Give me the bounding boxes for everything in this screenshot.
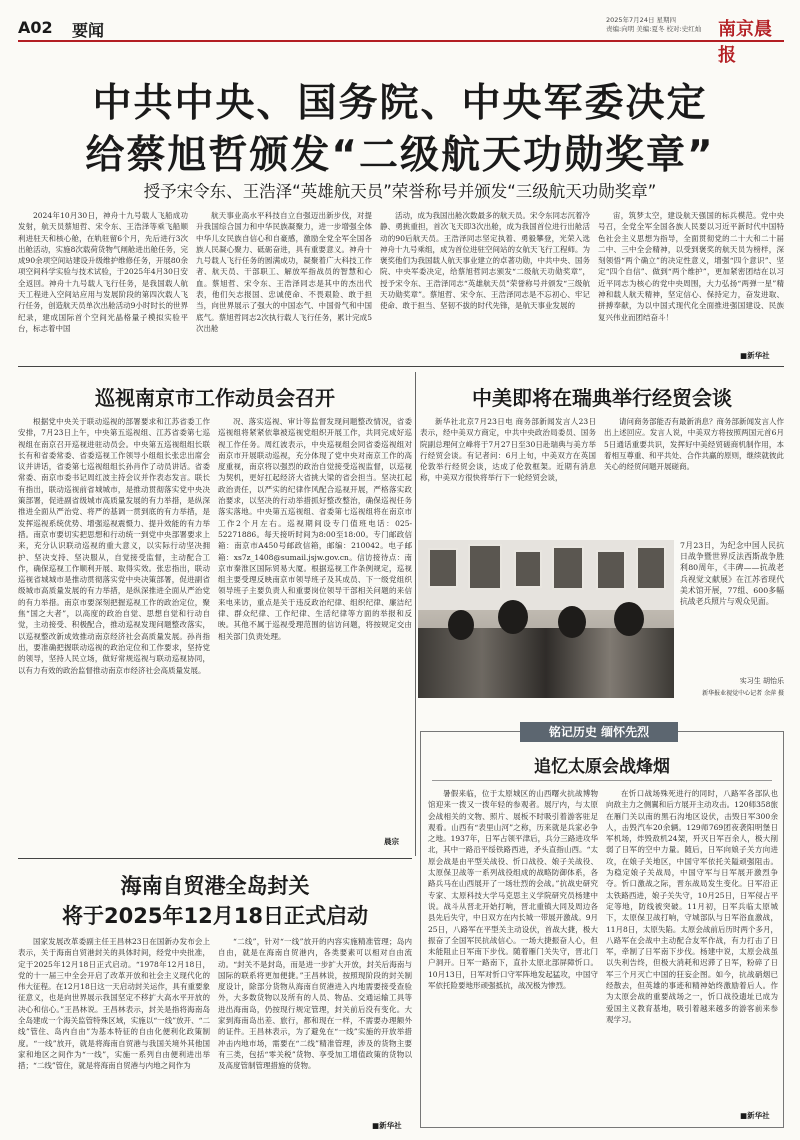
hainan-column-1: 国家发展改革委副主任王昌林23日在国新办发布会上表示，关于海南自贸港封关的具体时间，经党中央批准，定于2025年12月18日正式启动。“1978年12月18日，党的十一届三中全会开启了改革开放和社会主义现代化的伟大征程。在12月18日这一天启动封关运作，具有重要象征意义，也是向世界展示我国坚定不移扩大高水平开放的决心和信心。”王昌林说。王昌林表示，封关是指将海南岛全岛建成一个海关监管特殊区域，实施以“一线”放开、“二线”管住、岛内自由”为基本特征的自由化便利化政策制度。“一线”放开，就是将海南自贸港与我国关境外其他国家和地区之间作为“一线”，实施一系列自由便利进出举措；“二线”管住，就是将海南自贸港与内地之间作为: [18, 937, 210, 1071]
box-tag: 铭记历史 缅怀先烈: [520, 722, 678, 742]
lead-column-3: 活动，成为我国出舱次数最多的航天员。宋令东同志沉着冷静、勇挑重担，首次飞天即3次出舱，成为我国首位进行出舱活动的90后航天员。王浩泽同志坚定执着、勇毅攀登，光荣入选神舟十九号乘组，成为首位进驻空间站的女航天飞行工程师。为褒奖他们为我国载人航天事业建立的卓著功勋，中共中央、国务院、中央军委决定，给蔡旭哲同志颁发“二级航天功勋奖章”，授予宋令东、王浩泽同志“英雄航天员”荣誉称号并颁发“三级航天功勋奖章”。蔡旭哲、宋令东、王浩泽同志是不忘初心、牢记使命、敢于担当、坚韧不拔的时代先锋，是航天事业发展的: [380, 211, 590, 311]
lead-subheadline: 授予宋令东、王浩泽“英雄航天员”荣誉称号并颁发“三级航天功勋奖章”: [143, 182, 657, 201]
photo-credit-2: 新华报业视觉中心记者 余萍 摄: [702, 690, 784, 697]
xunshi-headline: 巡视南京市工作动员会召开: [95, 386, 335, 410]
xunshi-column-2: 况、落实巡视、审计等监督发现问题整改情况，省委巡视组将紧紧依靠被巡视党组织开展工作，共同完成好巡视工作任务。周红波表示，中央巡视组会同省委巡视组对南京市开展联动巡视，充分体现了党中央对南京工作的高度重视，南京将以强烈的政治自觉接受巡视监督，以巡视为契机，更好扛起经济大省挑大梁的省会担当。坚决扛起政治责任，以严实的纪律作风配合巡视开展，严格落实政治要求，以坚决的行动举措抓好整改整治，确保巡视任务落实落地。中央第五巡视组、省委第七巡视组将在南京市工作2个月左右。巡视期间设专门值班电话：025-52271886。每天接听时间为8:00至18:00。专门邮政信箱：南京市A450号邮政信箱，邮编：210042。电子邮箱：xs7z_1408@sumail.jsjw.gov.cn。信访接待点：南京市秦淮区国际贸易大厦。根据巡视工作条例规定，巡视组主要受理反映南京市领导班子及其成员、下一级党组织领导班子主要负责人和重要岗位领导干部相关问题的来信来电来访，重点是关于违反政治纪律、组织纪律、廉洁纪律、群众纪律、工作纪律、生活纪律等方面的举报和反映。其他不属于巡视受理范围的信访问题，将按规定交由相关部门负责处理。: [218, 417, 412, 641]
column-divider: [415, 372, 416, 856]
lead-column-1: 2024年10月30日，神舟十九号载人飞船成功发射，航天员蔡旭哲、宋令东、王浩泽等乘飞船顺利进驻天和核心舱，在轨驻留6个月，先后进行3次出舱活动，实施8次载荷货物气闸舱进出舱任务，完成90余项空间站建设升级维护维修任务，开展80余项空间科学实验与技术试验，于2025年4月30日安全返回。神舟十九号载人飞行任务，是我国载人航天工程进入空间站应用与发展阶段的第四次载人飞行任务，创造航天员单次出舱活动9小时时长的世界纪录，建成国际首个空间光晶格量子模拟实验平台，标志着中国: [18, 211, 188, 333]
issue-info: [606, 16, 701, 34]
lead-column-2: 航天事业高水平科技自立自强迈出新步伐，对提升我国综合国力和中华民族凝聚力，进一步增强全体中华儿女民族自信心和自豪感，激励全党全军全国各族人民凝心聚力、砥砺奋进，具有重要意义。神舟十九号载人飞行任务的圆满成功，凝聚着广大科技工作者、航天员、干部职工、解放军指战员的智慧和心血。蔡旭哲、宋令东、王浩泽同志是其中的杰出代表，他们矢志报国、忠诚使命、不畏艰险、敢于担当，向世界展示了强大的中国态气、中国骨气和中国底气。蔡旭哲同志2次执行载人飞行任务，累计完成5次出舱: [196, 211, 372, 333]
taiyuan-byline: ■新华社: [740, 1111, 770, 1120]
hainan-byline: ■新华社: [372, 1121, 402, 1130]
masthead: [18, 14, 784, 66]
issue-date: 2025年7月24日 星期四: [606, 16, 677, 24]
photo-caption: 7月23日，为纪念中国人民抗日战争暨世界反法西斯战争胜利80周年，《丰碑——抗战老兵视觉文献展》在江苏省现代美术馆开展，77组、600多幅抗战老兵照片与观众见面。: [680, 541, 784, 607]
zhongmei-headline: 中美即将在瑞典举行经贸会谈: [472, 386, 732, 410]
exhibition-photo: [418, 540, 674, 698]
taiyuan-headline: 追忆太原会战烽烟: [534, 757, 670, 777]
hainan-headline-line1: 海南自贸港全岛封关: [120, 874, 310, 898]
lead-byline: ■新华社: [740, 351, 770, 360]
taiyuan-column-1: 暑假来临，位于太原城区的山西曙火抗战博物馆迎来一拨又一拨年轻的参观者。展厅内，与太原会战相关的文物、照片、展板不时吸引着游客驻足观看。山西有“表里山河”之称，历来就是兵家必争之地。1937年，日军占领平津后，兵分三路进攻华北，其中一路沿平绥铁路西进，矛头直指山西。“太原会战是由平型关战役、忻口战役、娘子关战役、太原保卫战等一系列战役组成的战略防御体系，各路兵马在山西展开了一场壮烈的会战。”抗战史研究专家、太原科技大学马克思主义学院研究员杨建中说。战斗从晋北开始打响，晋北重镇大同及周边各县先后失守，中日双方在内长城一带展开激战。9月25日，八路军在平型关主动设伏，首战大捷，极大振奋了全国军民抗战信心。一场大捷振奋人心，但未能阻止日军南下步伐。随着雁门关失守，晋北门户洞开。日军一路南下，直扑太原北部屏障忻口。10月13日，日军对忻口守军阵地发起猛攻，中国守军依托险要地形顽强抵抗，战况极为惨烈。: [428, 789, 598, 991]
xunshi-column-1: 根据党中央关于联动巡视的部署要求和江苏省委工作安排，7月23日上午，中央第五巡视组、江苏省委第七巡视组在南京召开巡视进驻动员会。中央第五巡视组组长联长有和省委常委、省委巡视工作领导小组组长张忠出席会议并讲话，省委第七巡视组组长孙肖作了动员讲话。省委常委、南京市委书记周红波主持会议并作表态发言。联长有指出，联动巡视前省城城市，是推动贯彻落实党中央决策部署，促进副省级城市高质量发展的有力举措，是纵深推进全面从严治党、将严的基调一贯到底的有力举措，是发挥巡视系统优势、增强巡视震慑力、提升效能的有力举措。南京市要切实把思想和行动统一到党中央部署要求上来，充分认识联动巡视的重大意义，以实际行动坚决拥护、坚决支持、坚决服从，自觉接受监督，主动配合工作，确保巡视工作顺利开展、取得实效。张忠指出，联动巡视省城城市是推动贯彻落实党中央决策部署，促进副省级城市高质量发展的有力举措，是纵深推进全面从严治党的有力举措。南京市要深刻把握巡视工作的政治定位，聚焦“国之大者”，以高度的政治自觉、思想自觉和行动自觉，主动接受、积极配合，推动巡视发现问题整改落实，以巡视整改新成效推动南京经济社会高质量发展。孙肖指出，要准确把握联动巡视的政治定位和工作要求，坚持党的领导，坚持人民立场，做好常规巡视与联动巡视协同，以有力有效的政治监督推动南京市经济社会高质量发展。: [18, 417, 210, 675]
page-number: A02: [18, 18, 53, 37]
lead-headline-line1: 中共中央、国务院、中央军委决定: [92, 81, 708, 126]
hainan-column-2: “二线”，针对“一线”放开的内容实施精准管理；岛内自由，就是在海南自贸港内，各类要素可以相对自由流动。“封关不是封岛，而是进一步扩大开放，封关后海南与国际的联系将更加便捷。”王昌林说，按照现阶段的封关制度设计，除部分货物从海南自贸港进入内地需要接受查验外，大多数货物以及所有的人员、物品、交通运输工具等进出海南岛，仍按现行规定管理，封关前后没有变化。大家到海南岛出差、旅行，都和现在一样，不需要办理额外的证件。王昌林表示，为了避免在“一线”实施的开放举措冲击内地市场，需要在“二线”精准管理，涉及的货物主要有三类，包括“零关税”货物、享受加工增值政策的货物以及高度管制管理措施的货物。: [218, 937, 412, 1071]
zhongmei-column-1: 新华社北京7月23日电 商务部新闻发言人23日表示，经中美双方商定，中共中央政治局委员、国务院副总理何立峰将于7月27日至30日赴瑞典与美方举行经贸会谈。有记者问：6月上旬，中美双方在英国伦敦举行经贸会谈，达成了伦敦框架。近期有消息称，中美双方很快将举行下一轮经贸会谈，: [420, 417, 596, 483]
hainan-top-rule: [18, 858, 412, 859]
photo-credit-1: 实习生 胡怡乐: [739, 677, 784, 685]
section-name: 要闻: [72, 21, 105, 40]
xunshi-byline: 晨宗: [384, 837, 399, 846]
lead-divider: [18, 366, 784, 367]
lead-headline-line2: 给蔡旭哲颁发“二级航天功勋奖章”: [85, 133, 715, 178]
box-inner-rule: [432, 780, 772, 781]
lead-column-4: 宙，筑梦太空，建设航天强国的标兵模范。党中央号召，全党全军全国各族人民要以习近平新时代中国特色社会主义思想为指导，全面贯彻党的二十大和二十届二中、三中全会精神，以受到褒奖的航天员为榜样，深刻领悟“两个确立”的决定性意义，增强“四个意识”、坚定“四个自信”、做到“两个维护”，更加紧密团结在以习近平同志为核心的党中央周围，大力弘扬“两弹一星”精神和载人航天精神，坚定信心、保持定力，奋发进取、拼搏奉献，为以中国式现代化全面推进强国建设、民族复兴伟业而团结奋斗！: [598, 211, 784, 322]
zhongmei-column-2: 请问商务部能否有最新消息？商务部新闻发言人作出上述回应。发言人说，中美双方将按照两国元首6月5日通话重要共识，发挥好中美经贸磋商机制作用，本着相互尊重、和平共处、合作共赢的原则，继续就彼此关心的经贸问题开展磋商。: [604, 417, 784, 472]
paper-logo: 南京晨报: [718, 19, 772, 66]
editor-credits: 责编:向明 美编:夏冬 校对:史红灿: [606, 25, 702, 33]
hainan-headline-line2: 将于2025年12月18日正式启动: [62, 904, 368, 928]
taiyuan-column-2: 在忻口战场殊死进行的同时，八路军各部队也向敌主力之侧翼和后方展开主动攻击。120师358旅在雁门关以南的黑石沟地区设伏，击毁日军300余人，击毁汽车20余辆。129师769团夜袭阳明堡日军机场，炸毁敌机24架，歼灭日军百余人，极大削弱了日军的空中力量。随后，日军向娘子关方向进攻，在娘子关地区，中国守军依托关隘顽强阻击。为稳定娘子关战局，中国守军与日军展开激烈争夺。忻口激战之际，晋东战局发生变化。日军沿正太铁路西进，娘子关失守，10月25日，日军侵占平定等地，防线被突破。11月初，日军兵临太原城下，太原保卫战打响，守城部队与日军浴血激战，11月8日，太原失陷。太原会战前后历时两个多月，八路军在会战中主动配合友军作战，有力打击了日军，牵制了日军南下步伐。杨建中说，太原会战虽以失利告终，但极大消耗和迟滞了日军，粉碎了日军三个月灭亡中国的狂妄企图。如今，抗战硝烟已经散去，但英雄的事迹和精神始终激励着后人。作为太原会战的重要战场之一，忻口战役遗址已成为爱国主义教育基地，吸引着越来越多的游客前来参观学习。: [606, 789, 778, 1024]
